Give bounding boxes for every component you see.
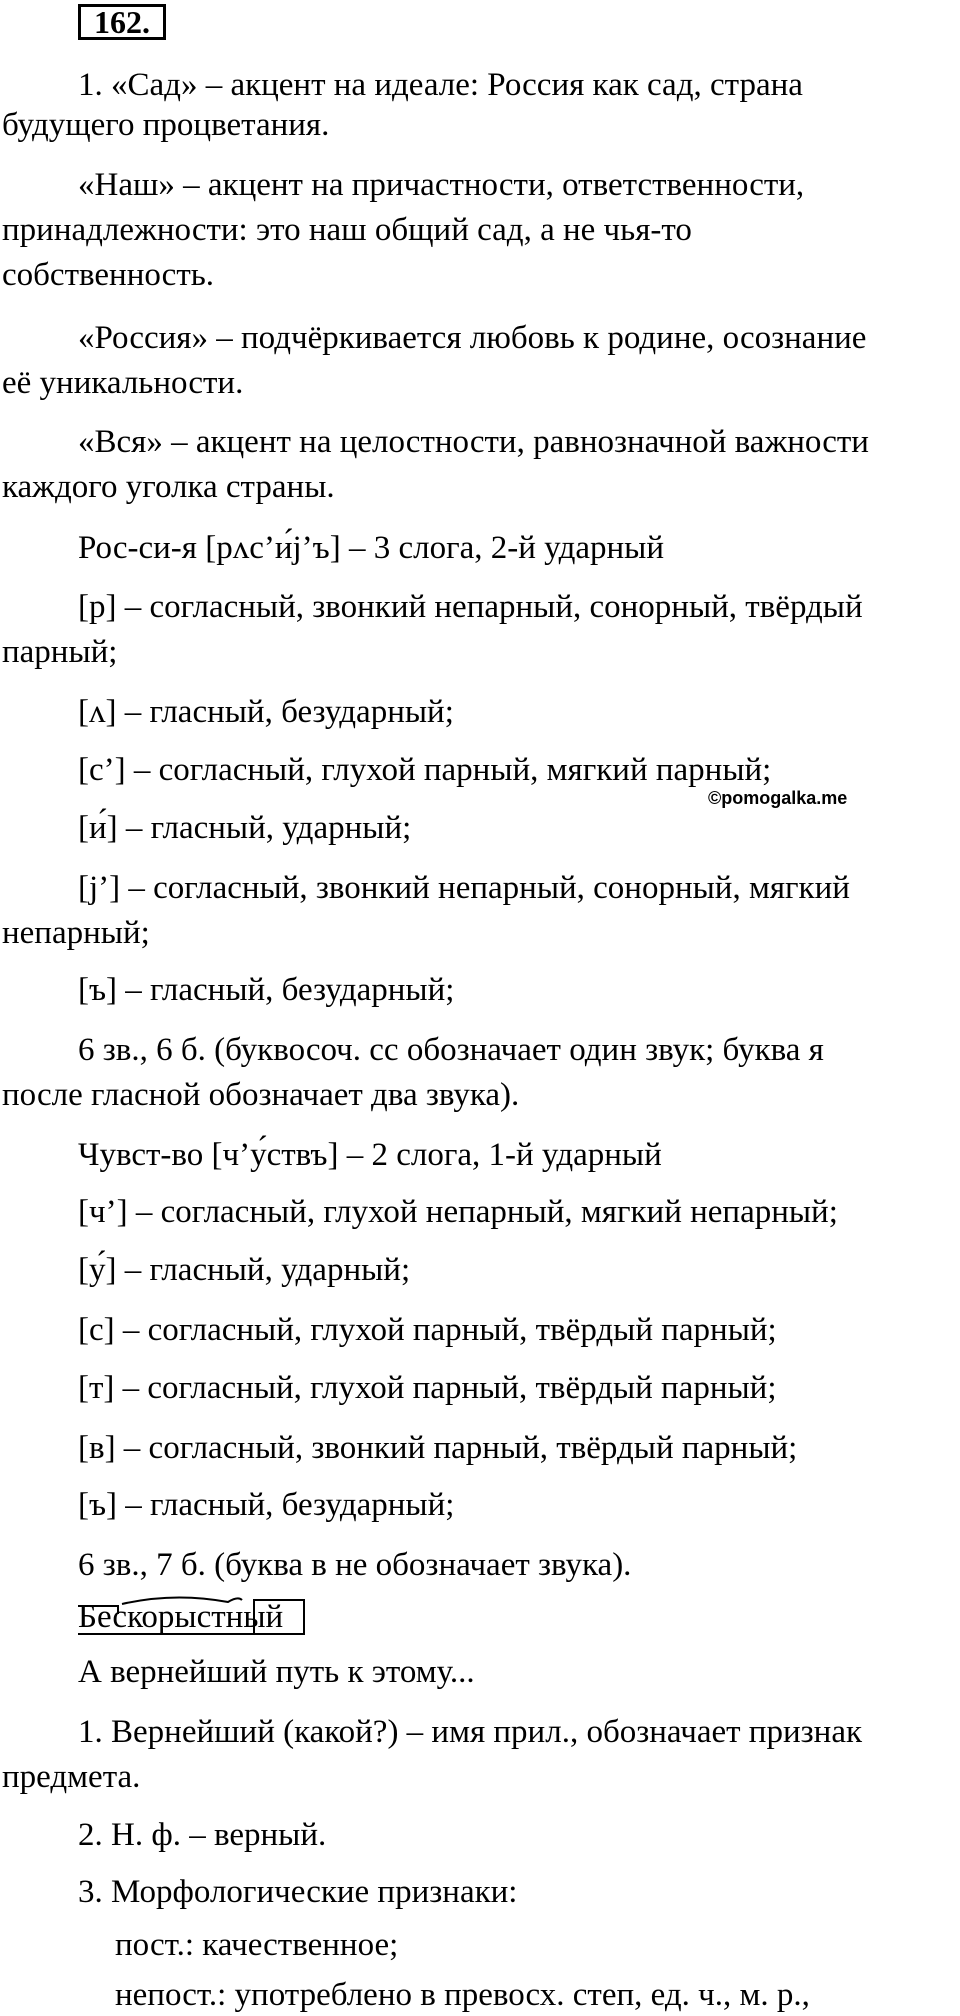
- text-line: пост.: качественное;: [115, 1927, 399, 1963]
- exercise-number: 162.: [78, 4, 166, 40]
- morpheme-analysis: [78, 1594, 308, 1640]
- text-line: [ъ] – гласный, безударный;: [78, 972, 455, 1008]
- text-line: [ч’] – согласный, глухой непарный, мягкий непарный;: [78, 1194, 838, 1230]
- text-line: 1. Вернейший (какой?) – имя прил., обозначает признак: [78, 1714, 863, 1750]
- morpheme-word: Бескорыстный: [78, 1599, 284, 1635]
- text-line: её уникальности.: [2, 365, 244, 401]
- text-line: [у́] – гласный, ударный;: [78, 1252, 411, 1288]
- morpheme-marks: [78, 1594, 308, 1640]
- text-line: Рос-си-я [рʌс’и́j’ъ] – 3 слога, 2-й ударный: [78, 530, 665, 566]
- text-line: непарный;: [2, 915, 150, 951]
- text-line: предмета.: [2, 1759, 141, 1795]
- text-line: [ъ] – гласный, безударный;: [78, 1487, 455, 1523]
- text-line: 6 зв., 7 б. (буква в не обозначает звука).: [78, 1547, 632, 1583]
- text-line: 1. «Сад» – акцент на идеале: Россия как сад, страна: [78, 67, 803, 103]
- text-line: непост.: употреблено в превосх. степ, ед. ч., м. р.,: [115, 1977, 810, 2013]
- text-line: [ʌ] – гласный, безударный;: [78, 694, 454, 730]
- text-line: парный;: [2, 634, 118, 670]
- text-line: [р] – согласный, звонкий непарный, сонорный, твёрдый: [78, 589, 863, 625]
- watermark: ©pomogalka.me: [708, 788, 848, 808]
- text-line: [j’] – согласный, звонкий непарный, сонорный, мягкий: [78, 870, 850, 906]
- text-line: [с’] – согласный, глухой парный, мягкий парный;: [78, 752, 772, 788]
- text-line: 2. Н. ф. – верный.: [78, 1817, 327, 1853]
- text-line: 3. Морфологические признаки:: [78, 1874, 518, 1910]
- text-line: [т] – согласный, глухой парный, твёрдый парный;: [78, 1370, 777, 1406]
- text-line: «Вся» – акцент на целостности, равнозначной важности: [78, 424, 869, 460]
- text-line: «Россия» – подчёркивается любовь к родине, осознание: [78, 320, 867, 356]
- text-line: принадлежности: это наш общий сад, а не чья-то: [2, 212, 692, 248]
- text-line: А вернейший путь к этому...: [78, 1654, 475, 1690]
- text-line: «Наш» – акцент на причастности, ответственности,: [78, 167, 805, 203]
- text-line: собственность.: [2, 257, 215, 293]
- text-line: будущего процветания.: [2, 107, 330, 143]
- text-line: [в] – согласный, звонкий парный, твёрдый парный;: [78, 1430, 798, 1466]
- text-line: каждого уголка страны.: [2, 469, 335, 505]
- text-line: после гласной обозначает два звука).: [2, 1077, 520, 1113]
- text-line: [и́] – гласный, ударный;: [78, 810, 412, 846]
- text-line: 6 зв., 6 б. (буквосоч. сс обозначает один звук; буква я: [78, 1032, 824, 1068]
- text-line: Чувст-во [ч’у́ствъ] – 2 слога, 1-й ударный: [78, 1137, 662, 1173]
- text-line: [с] – согласный, глухой парный, твёрдый парный;: [78, 1312, 777, 1348]
